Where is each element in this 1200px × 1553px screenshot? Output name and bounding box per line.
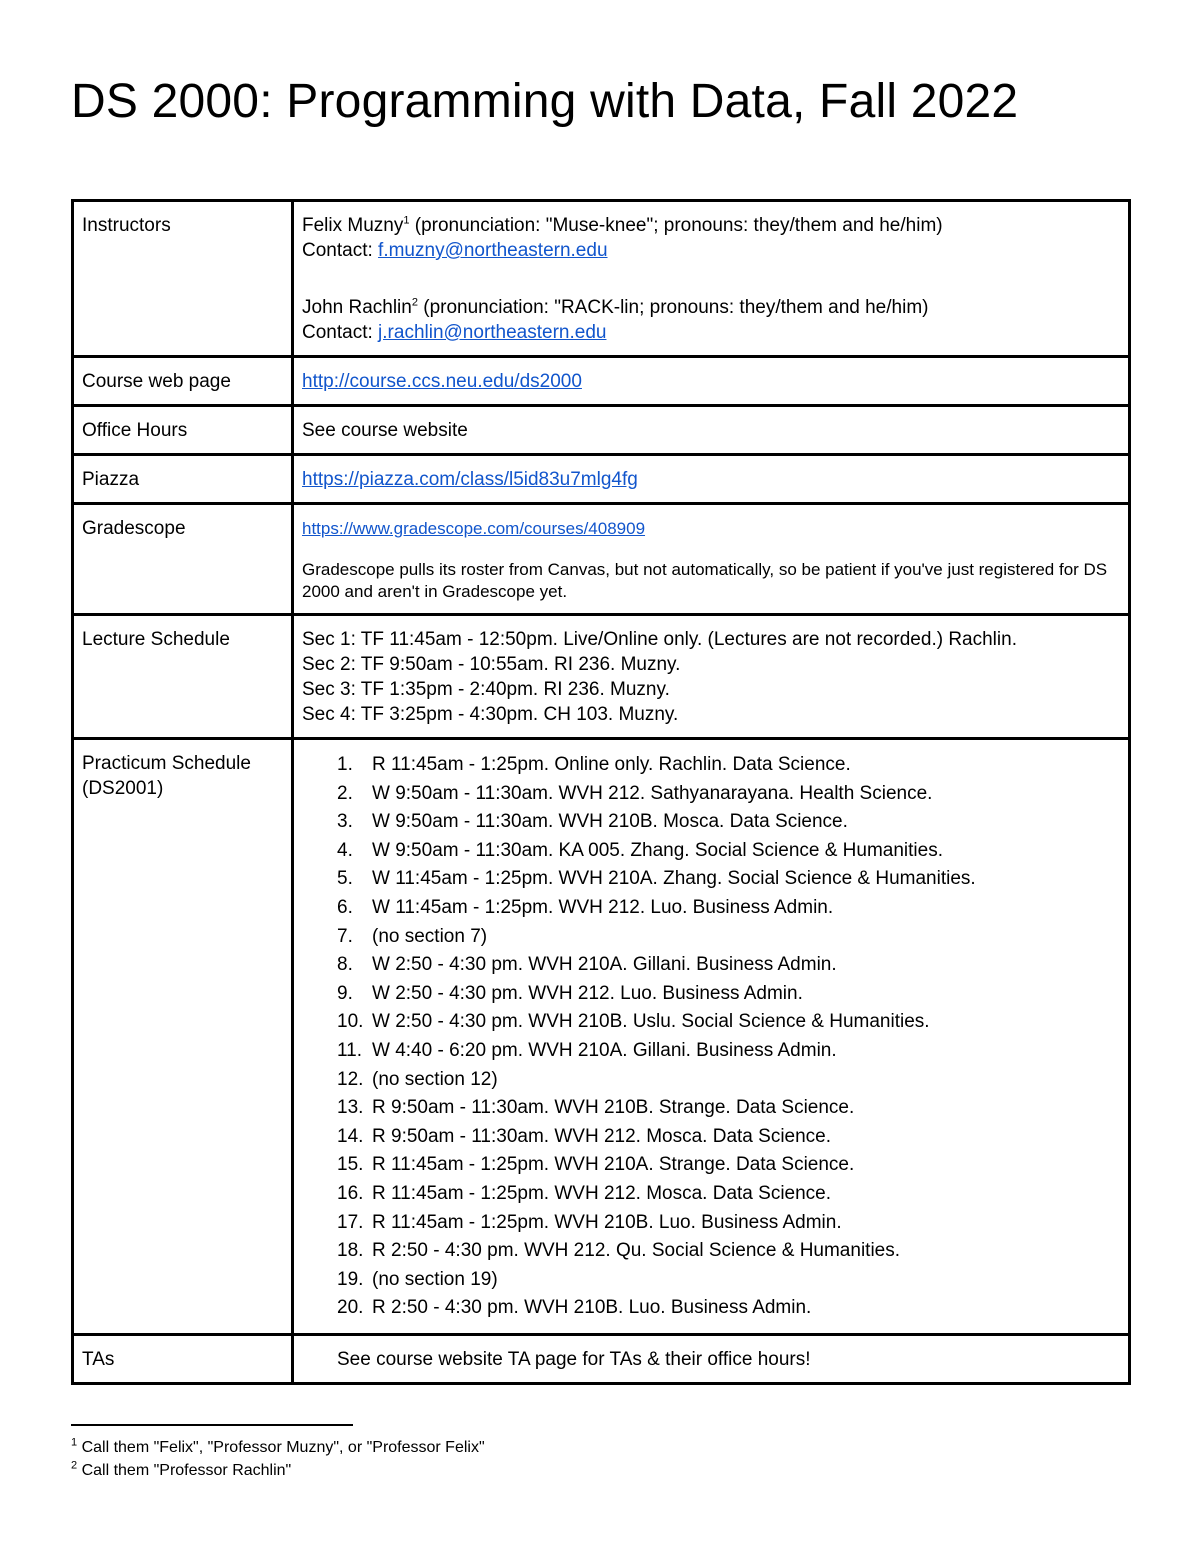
footnote-ref-1[interactable]: 1 (403, 214, 410, 227)
practicum-item-text: R 2:50 - 4:30 pm. WVH 210B. Luo. Business Admin. (372, 1297, 812, 1319)
felix-contact (302, 238, 1120, 263)
practicum-item-number: 12. (337, 1068, 364, 1090)
gradescope-note: Gradescope pulls its roster from Canvas, but not automatically, so be patient if you've just registered for DS 2000 and aren't in Gradescope yet. (302, 560, 1108, 601)
piazza-link[interactable]: https://piazza.com/class/l5id83u7mlg4fg (302, 469, 638, 490)
footnote-divider (71, 1424, 353, 1426)
tas-text: See course website TA page for TAs & their office hours! (337, 1348, 811, 1370)
practicum-item-number: 14. (337, 1125, 364, 1147)
practicum-item-text: R 11:45am - 1:25pm. Online only. Rachlin. Data Science. (372, 754, 851, 775)
practicum-item (302, 951, 1120, 980)
label-instructors: Instructors (73, 201, 293, 357)
footnote-mark: 2 (71, 1459, 78, 1472)
practicum-item (302, 865, 1120, 894)
practicum-item-text: W 2:50 - 4:30 pm. WVH 212. Luo. Business Admin. (372, 982, 803, 1004)
label-office-hours: Office Hours (73, 406, 293, 455)
practicum-item (302, 894, 1120, 923)
practicum-item (302, 751, 1120, 780)
instructor-john (302, 295, 1120, 320)
practicum-item-text: W 2:50 - 4:30 pm. WVH 210A. Gillani. Business Admin. (372, 954, 837, 976)
practicum-item (302, 1066, 1120, 1095)
practicum-item-number: 15. (337, 1154, 364, 1176)
value-practicum-schedule (293, 739, 1130, 1335)
practicum-item (302, 980, 1120, 1009)
practicum-item-text: R 11:45am - 1:25pm. WVH 212. Mosca. Data Science. (372, 1182, 832, 1204)
practicum-item (302, 780, 1120, 809)
practicum-item-text: W 4:40 - 6:20 pm. WVH 210A. Gillani. Business Admin. (372, 1039, 837, 1061)
lecture-line: Sec 4: TF 3:25pm - 4:30pm. CH 103. Muzny. (302, 704, 679, 725)
practicum-item-number: 8. (337, 954, 353, 976)
practicum-item-number: 4. (337, 839, 353, 861)
footnote-1 (71, 1437, 485, 1459)
practicum-item-text: R 11:45am - 1:25pm. WVH 210A. Strange. Data Science. (372, 1154, 855, 1176)
row-office-hours (73, 406, 1130, 455)
label-course-web-page: Course web page (73, 357, 293, 406)
john-description: (pronunciation: "RACK-lin; pronouns: they/them and he/him) (417, 297, 929, 318)
felix-email-link[interactable]: f.muzny@northeastern.edu (378, 240, 608, 261)
lecture-line: Sec 3: TF 1:35pm - 2:40pm. RI 236. Muzny. (302, 679, 670, 700)
practicum-item-text: R 9:50am - 11:30am. WVH 210B. Strange. Data Science. (372, 1097, 855, 1119)
gradescope-link[interactable]: https://www.gradescope.com/courses/408909 (302, 519, 646, 538)
practicum-item-text: W 9:50am - 11:30am. WVH 212. Sathyanarayana. Health Science. (372, 782, 933, 804)
page-title: DS 2000: Programming with Data, Fall 2022 (71, 75, 1019, 128)
instructor-felix (302, 213, 1120, 238)
footnote-text: Call them "Felix", "Professor Muzny", or "Professor Felix" (77, 1439, 485, 1456)
practicum-item-number: 10. (337, 1011, 364, 1033)
row-instructors (73, 201, 1130, 357)
label-gradescope: Gradescope (73, 504, 293, 615)
practicum-item (302, 1123, 1120, 1152)
practicum-item (302, 1180, 1120, 1209)
value-instructors (293, 201, 1130, 357)
value-course-web-page (293, 357, 1130, 406)
practicum-list (302, 751, 1120, 1323)
row-practicum-schedule (73, 739, 1130, 1335)
practicum-item-text: W 2:50 - 4:30 pm. WVH 210B. Uslu. Social Science & Humanities. (372, 1011, 930, 1033)
practicum-item (302, 1151, 1120, 1180)
spacer (302, 263, 1120, 295)
value-lecture-schedule (293, 615, 1130, 739)
practicum-item (302, 808, 1120, 837)
felix-description: (pronunciation: "Muse-knee"; pronouns: they/them and he/him) (409, 215, 943, 236)
practicum-item (302, 1266, 1120, 1295)
practicum-item (302, 837, 1120, 866)
lecture-line: Sec 2: TF 9:50am - 10:55am. RI 236. Muzny. (302, 654, 681, 675)
practicum-item-number: 13. (337, 1097, 364, 1119)
row-gradescope (73, 504, 1130, 615)
practicum-item (302, 1037, 1120, 1066)
practicum-item-number: 19. (337, 1268, 364, 1290)
practicum-item-number: 7. (337, 925, 353, 947)
practicum-item-number: 16. (337, 1182, 364, 1204)
felix-name: Felix Muzny (302, 215, 404, 236)
value-gradescope (293, 504, 1130, 615)
value-piazza (293, 455, 1130, 504)
practicum-item-number: 5. (337, 868, 353, 890)
practicum-item-text: W 11:45am - 1:25pm. WVH 210A. Zhang. Social Science & Humanities. (372, 868, 976, 890)
row-tas (73, 1334, 1130, 1383)
course-info-table (71, 199, 1131, 1385)
value-tas (293, 1334, 1130, 1383)
practicum-item (302, 1237, 1120, 1266)
john-contact-label: Contact: (302, 322, 379, 343)
footnote-2 (71, 1460, 291, 1482)
practicum-item (302, 1094, 1120, 1123)
practicum-item-number: 6. (337, 896, 353, 918)
practicum-item-number: 18. (337, 1240, 364, 1262)
value-office-hours: See course website (293, 406, 1130, 455)
practicum-item-text: W 11:45am - 1:25pm. WVH 212. Luo. Business Admin. (372, 896, 834, 918)
practicum-item-text: W 9:50am - 11:30am. WVH 210B. Mosca. Data Science. (372, 811, 848, 833)
practicum-item-number: 11. (337, 1039, 363, 1061)
john-email-link[interactable]: j.rachlin@northeastern.edu (378, 322, 607, 343)
practicum-item (302, 1209, 1120, 1238)
practicum-item-number: 17. (337, 1211, 364, 1233)
practicum-item-text: R 9:50am - 11:30am. WVH 212. Mosca. Data Science. (372, 1125, 832, 1147)
practicum-item-text: (no section 7) (372, 925, 488, 947)
practicum-item (302, 923, 1120, 952)
practicum-item-number: 3. (337, 811, 353, 833)
felix-contact-label: Contact: (302, 240, 379, 261)
footnote-mark: 1 (71, 1436, 78, 1449)
row-course-web-page (73, 357, 1130, 406)
footnote-text: Call them "Professor Rachlin" (77, 1462, 292, 1479)
practicum-item-number: 2. (337, 782, 353, 804)
practicum-item-text: (no section 19) (372, 1268, 498, 1290)
practicum-item-number: 1. (337, 754, 353, 775)
lecture-line: Sec 1: TF 11:45am - 12:50pm. Live/Online only. (Lectures are not recorded.) Rachlin. (302, 629, 1017, 650)
practicum-item-text: W 9:50am - 11:30am. KA 005. Zhang. Social Science & Humanities. (372, 839, 943, 861)
label-practicum-schedule: Practicum Schedule (DS2001) (73, 739, 293, 1335)
practicum-item (302, 1008, 1120, 1037)
practicum-item-text: R 2:50 - 4:30 pm. WVH 212. Qu. Social Science & Humanities. (372, 1240, 901, 1262)
john-name: John Rachlin (302, 297, 412, 318)
practicum-item-text: R 11:45am - 1:25pm. WVH 210B. Luo. Business Admin. (372, 1211, 842, 1233)
label-tas: TAs (73, 1334, 293, 1383)
label-lecture-schedule: Lecture Schedule (73, 615, 293, 739)
john-contact (302, 320, 1120, 345)
row-lecture-schedule (73, 615, 1130, 739)
course-web-page-link[interactable]: http://course.ccs.neu.edu/ds2000 (302, 371, 582, 392)
practicum-item (302, 1294, 1120, 1323)
practicum-item-number: 9. (337, 982, 353, 1004)
row-piazza (73, 455, 1130, 504)
practicum-item-number: 20. (337, 1297, 364, 1319)
label-piazza: Piazza (73, 455, 293, 504)
spacer (302, 541, 1120, 559)
practicum-item-text: (no section 12) (372, 1068, 498, 1090)
footnote-ref-2[interactable]: 2 (411, 296, 418, 309)
